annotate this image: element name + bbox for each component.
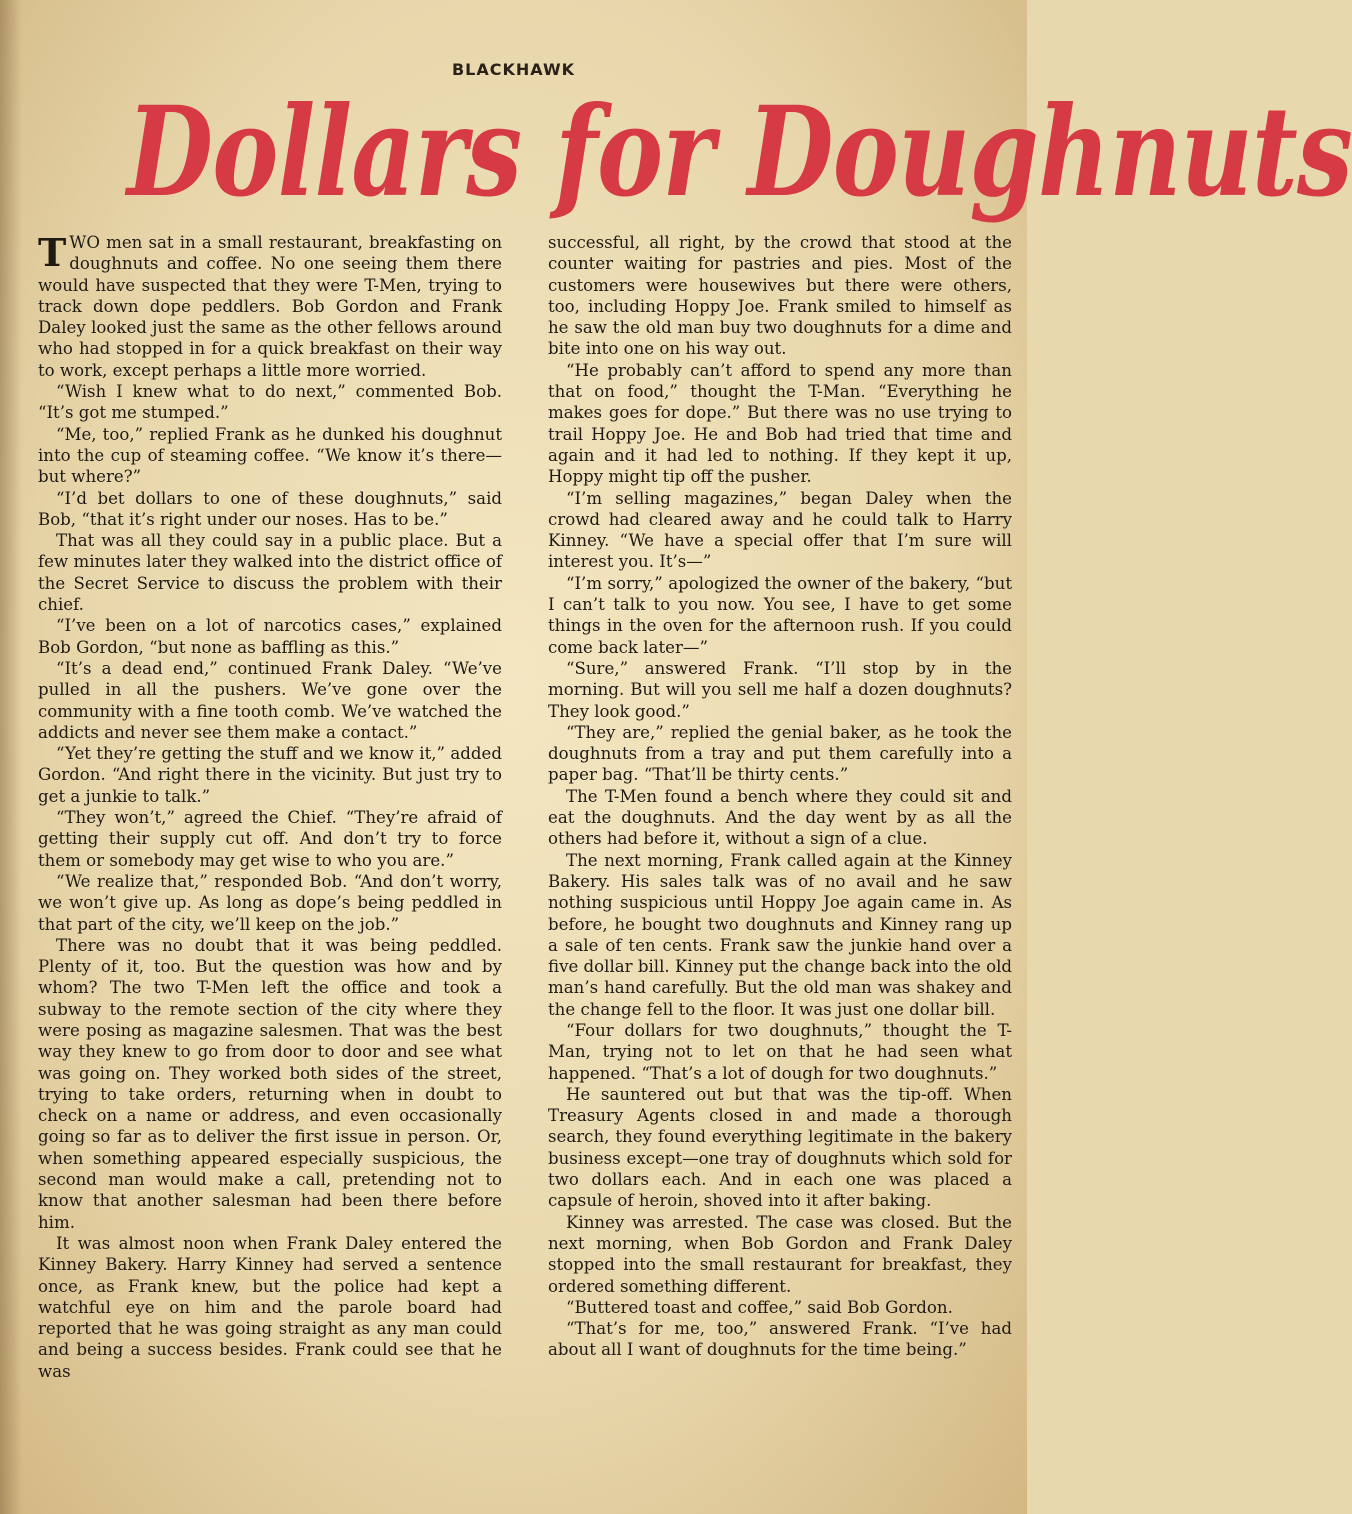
story-paragraph: “Me, too,” replied Frank as he dunked his doughnut into the cup of steaming coffee. “We know it’s there—but where?” [38,424,502,487]
paragraph-text: men sat in a small restaurant, breakfasting on doughnuts and coffee. No one seeing them there would have suspected that they were T-Men, trying to track down dope peddlers. Bob Gordon and Frank Daley looked just the same as the other fellows around who had stopped in for a quick breakfast on their way to work, except perhaps a little more worried. [38,233,502,380]
story-paragraph [38,232,502,381]
story-column-right [548,232,1012,1361]
lead-word: WO [69,233,100,252]
story-paragraph: “Four dollars for two doughnuts,” thought the T-Man, trying not to let on that he had seen what happened. “That’s a lot of dough for two doughnuts.” [548,1020,1012,1083]
story-paragraph: “They won’t,” agreed the Chief. “They’re afraid of getting their supply cut off. And don’t try to force them or somebody may get wise to who you are.” [38,808,502,870]
story-paragraph: “Sure,” answered Frank. “I’ll stop by in the morning. But will you sell me half a dozen doughnuts? They look good.” [548,658,1012,721]
story-paragraph: “Wish I knew what to do next,” commented Bob. “It’s got me stumped.” [38,382,502,423]
story-paragraph: “He probably can’t afford to spend any more than that on food,” thought the T-Man. “Everything he makes goes for dope.” But there was no use trying to trail Hoppy Joe. He and Bob had tried that time and again and it had led to nothing. If they kept it up, Hoppy might tip off the pusher. [548,360,1012,487]
story-paragraph: “Yet they’re getting the stuff and we know it,” added Gordon. “And right there in the vicinity. But just try to get a junkie to talk.” [38,744,502,806]
story-paragraph: That was all they could say in a public place. But a few minutes later they walked into the district office of the Secret Service to discuss the problem with their chief. [38,531,502,615]
page-edge-shadow [0,0,22,1514]
story-paragraph: “I’m selling magazines,” began Daley when the crowd had cleared away and he could talk to Harry Kinney. “We have a special offer that I’m sure will interest you. It’s—” [548,488,1012,572]
story-column-left [38,232,502,1382]
story-paragraph: “We realize that,” responded Bob. “And don’t worry, we won’t give up. As long as dope’s being peddled in that part of the city, we’ll keep on the job.” [38,871,502,934]
story-paragraph: He sauntered out but that was the tip-off. When Treasury Agents closed in and made a thorough search, they found everything legitimate in the bakery business except—one tray of doughnuts which sold for two dollars each. And in each one was placed a capsule of heroin, shoved into it after baking. [548,1084,1012,1211]
story-title: Dollars for Doughnuts [127,80,1352,225]
story-paragraph: It was almost noon when Frank Daley entered the Kinney Bakery. Harry Kinney had served a sentence once, as Frank knew, but the police had kept a watchful eye on him and the parole board had reported that he was going straight as any man could and being a success besides. Frank could see that he was [38,1233,502,1381]
story-paragraph: The T-Men found a bench where they could sit and eat the doughnuts. And the day went by as all the others had before it, without a sign of a clue. [548,786,1012,849]
drop-cap: T [38,230,67,275]
story-paragraph: Kinney was arrested. The case was closed. But the next morning, when Bob Gordon and Frank Daley stopped into the small restaurant for breakfast, they ordered something different. [548,1212,1012,1296]
story-paragraph: The next morning, Frank called again at the Kinney Bakery. His sales talk was of no avail and he saw nothing suspicious until Hoppy Joe again came in. As before, he bought two doughnuts and Kinney rang up a sale of ten cents. Frank saw the junkie hand over a five dollar bill. Kinney put the change back into the old man’s hand carefully. But the old man was shakey and the change fell to the floor. It was just one dollar bill. [548,850,1012,1019]
story-paragraph: “They are,” replied the genial baker, as he took the doughnuts from a tray and put them carefully into a paper bag. “That’ll be thirty cents.” [548,722,1012,785]
story-paragraph: “I’m sorry,” apologized the owner of the bakery, “but I can’t talk to you now. You see, I have to get some things in the oven for the afternoon rush. If you could come back later—” [548,573,1012,657]
story-paragraph: “It’s a dead end,” continued Frank Daley. “We’ve pulled in all the pushers. We’ve gone over the community with a fine tooth comb. We’ve watched the addicts and never see them make a contact.” [38,658,502,742]
story-paragraph: There was no doubt that it was being peddled. Plenty of it, too. But the question was how and by whom? The two T-Men left the office and took a subway to the remote section of the city where they were posing as magazine salesmen. That was the best way they knew to go from door to door and see what was going on. They worked both sides of the street, trying to take orders, returning when in doubt to check on a name or address, and even occasionally going so far as to deliver the first issue in person. Or, when something appeared especially suspicious, the second man would make a call, pretending not to know that another salesman had been there before him. [38,935,502,1232]
story-paragraph: “That’s for me, too,” answered Frank. “I’ve had about all I want of doughnuts for the time being.” [548,1319,1012,1360]
story-paragraph: “I’d bet dollars to one of these doughnuts,” said Bob, “that it’s right under our noses. Has to be.” [38,488,502,529]
story-paragraph: “I’ve been on a lot of narcotics cases,” explained Bob Gordon, “but none as baffling as this.” [38,616,502,657]
story-paragraph-continued: successful, all right, by the crowd that stood at the counter waiting for pastries and pies. Most of the customers were housewives but there were others, too, including Hoppy Joe. Frank smiled to himself as he saw the old man buy two doughnuts for a dime and bite into one on his way out. [548,233,1012,359]
story-paragraph: “Buttered toast and coffee,” said Bob Gordon. [566,1297,953,1317]
page-header: BLACKHAWK [451,60,575,79]
